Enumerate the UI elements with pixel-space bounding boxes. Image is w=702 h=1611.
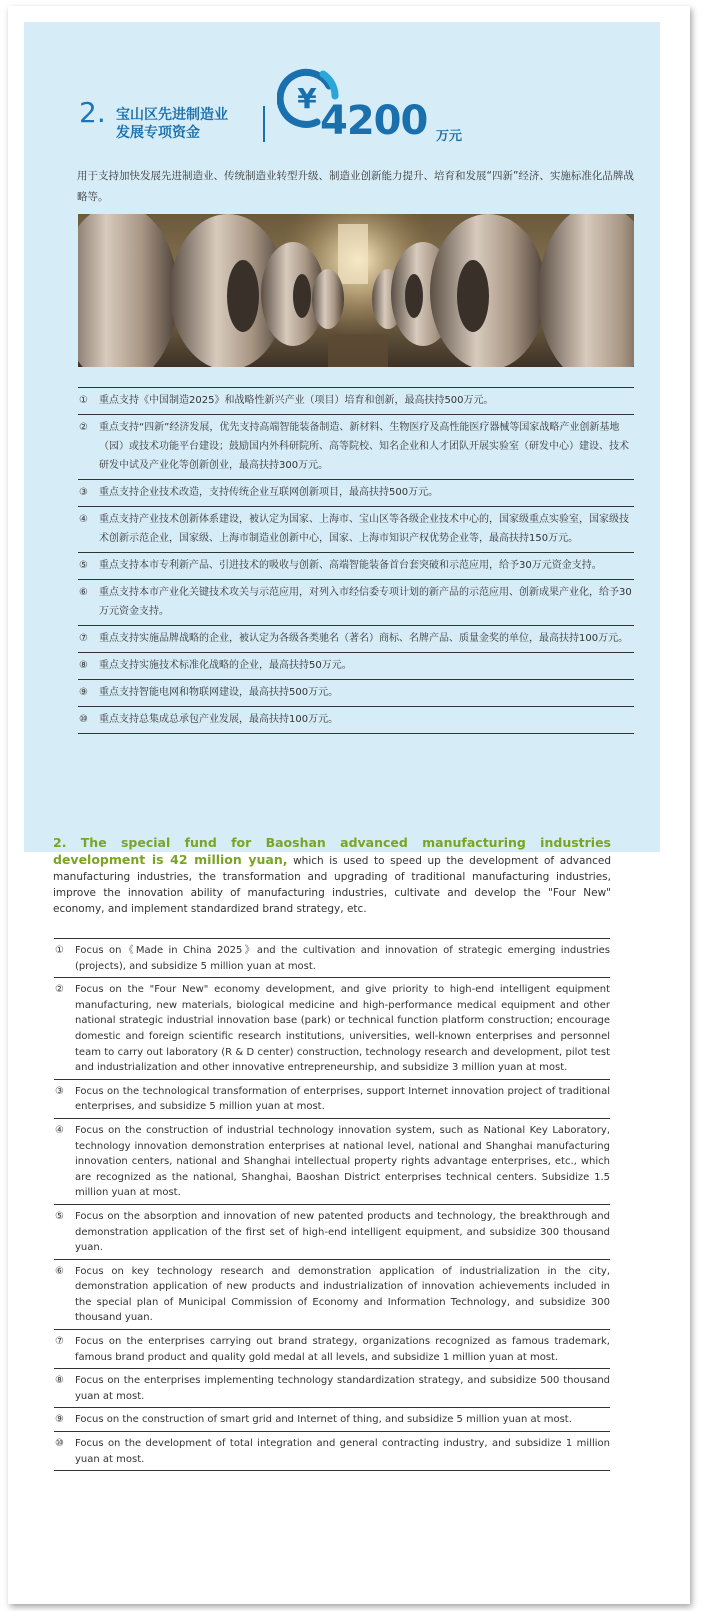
item-text: Focus on the absorption and innovation of new patented products and technology, the breakthrough and demonstration application of the first set of high-end intelligent equipment, and subsidize 300 thousand yuan. — [75, 1210, 610, 1254]
list-item — [78, 415, 634, 480]
list-item — [78, 580, 634, 626]
item-text: 重点支持《中国制造2025》和战略性新兴产业（项目）培育和创新，最高扶持500万元。 — [99, 395, 494, 406]
steel-coils-photo — [78, 214, 634, 367]
section-title — [116, 106, 276, 142]
english-item-list — [54, 938, 610, 1471]
item-number: ⑧ — [79, 660, 88, 671]
fund-amount: 4200 — [320, 98, 428, 144]
list-item — [78, 680, 634, 707]
item-number: ⑨ — [55, 1414, 64, 1426]
item-number: ② — [55, 984, 64, 996]
list-item — [54, 1369, 610, 1408]
list-item — [54, 1080, 610, 1119]
item-text: 重点支持本市专利新产品、引进技术的吸收与创新、高端智能装备首台套突破和示范应用，给予30万元资金支持。 — [99, 560, 602, 571]
english-heading-highlight: 2. The special fund for Baoshan advanced manufacturing industries development is 42 million yuan, — [53, 835, 611, 867]
item-number: ② — [79, 422, 88, 433]
item-number: ⑥ — [79, 587, 88, 598]
item-text: Focus on the "Four New" economy development, and give priority to high-end intelligent equipment manufacturing, new materials, biological medicine and high-performance medical equipment and other national strategic industrial innovation base (park) or technical function platform construction; encourage domestic and foreign scientific research institutions, universities, well-known enterprises and personnel team to carry out laboratory (R & D center) construction, technology research and development, pilot test and industrialization and other innovative entrepreneurship, and subsidize 3 million yuan at most. — [75, 984, 610, 1074]
list-item — [54, 1408, 610, 1432]
item-number: ③ — [55, 1085, 64, 1097]
list-item — [54, 1205, 610, 1260]
list-item — [78, 626, 634, 653]
item-text: Focus on key technology research and demonstration application of industrialization in the city, demonstration application of new products and industrialization of innovation achievements included in the special plan of Municipal Commission of Economy and Information Technology, and subsidize 300 thousand yuan. — [75, 1265, 610, 1324]
title-divider — [263, 106, 265, 142]
chinese-intro: 用于支持加快发展先进制造业、传统制造业转型升级、制造业创新能力提升、培育和发展“四新”经济、实施标准化品牌战略等。 — [77, 170, 634, 203]
section-number: 2. — [79, 96, 106, 129]
list-item — [54, 1432, 610, 1471]
item-number: ⑧ — [55, 1375, 64, 1387]
list-item — [78, 507, 634, 553]
svg-text:¥: ¥ — [297, 82, 317, 115]
english-heading — [53, 835, 611, 917]
item-text: 重点支持企业技术改造，支持传统企业互联网创新项目，最高扶持500万元。 — [99, 487, 439, 498]
list-item — [78, 653, 634, 680]
item-text: 重点支持总集成总承包产业发展，最高扶持100万元。 — [99, 714, 339, 725]
item-text: 重点支持实施技术标准化战略的企业，最高扶持50万元。 — [99, 660, 352, 671]
section-title-line2: 发展专项资金 — [116, 125, 200, 141]
item-number: ⑨ — [79, 687, 88, 698]
item-number: ④ — [79, 514, 88, 525]
item-text: Focus on《Made in China 2025》and the cultivation and innovation of strategic emerging industries (projects), and subsidize 5 million yuan at most. — [75, 945, 610, 972]
list-item — [54, 1260, 610, 1330]
list-item — [78, 707, 634, 734]
item-number: ⑦ — [79, 633, 88, 644]
item-text: 重点支持实施品牌战略的企业，被认定为各级各类驰名（著名）商标、名牌产品、质量金奖的单位，最高扶持100万元。 — [99, 633, 629, 644]
item-text: 重点支持“四新”经济发展，优先支持高端智能装备制造、新材料、生物医疗及高性能医疗器械等国家战略产业创新基地（园）或技术功能平台建设；鼓励国内外科研院所、高等院校、知名企业和人才团队开展实验室（研发中心）建设、技术研发中试及产业化等创新创业，最高扶持300万元。 — [99, 422, 629, 471]
chinese-section-panel — [24, 22, 660, 852]
item-number: ⑩ — [79, 714, 88, 725]
list-item — [54, 939, 610, 978]
item-text: Focus on the development of total integration and general contracting industry, and subsidize 1 million yuan at most. — [75, 1438, 610, 1465]
item-number: ⑦ — [55, 1336, 64, 1348]
fund-amount-unit: 万元 — [436, 129, 463, 144]
list-item — [78, 480, 634, 507]
item-text: Focus on the technological transformation of enterprises, support Internet innovation project of traditional enterprises, and subsidize 5 million yuan at most. — [75, 1085, 610, 1113]
item-text: 重点支持智能电网和物联网建设，最高扶持500万元。 — [99, 687, 339, 698]
item-text: 重点支持本市产业化关键技术攻关与示范应用，对列入市经信委专项计划的新产品的示范应用、创新成果产业化，给予30万元资金支持。 — [99, 587, 632, 617]
item-number: ⑤ — [79, 560, 88, 571]
item-number: ⑤ — [55, 1210, 64, 1222]
item-text: Focus on the construction of industrial technology innovation system, such as National Key Laboratory, technology innovation demonstration enterprises at national level, national and Shanghai manufacturing innovation centers, national and Shanghai intellectual property rights advantage enterprises, etc., which are recognized as the national, Shanghai, Baoshan District enterprises technical centers. Subsidize 1.5 million yuan at most. — [75, 1124, 610, 1199]
list-item — [54, 1330, 610, 1369]
item-number: ④ — [55, 1124, 64, 1136]
item-text: Focus on the enterprises implementing technology standardization strategy, and subsidize 500 thousand yuan at most. — [75, 1375, 610, 1402]
item-number: ③ — [79, 487, 88, 498]
section-title-line1: 宝山区先进制造业 — [116, 107, 228, 123]
item-text: 重点支持产业技术创新体系建设，被认定为国家、上海市、宝山区等各级企业技术中心的，国家级重点实验室，国家级技术创新示范企业，国家级、上海市制造业创新中心，国家、上海市知识产权优势企业等，最高扶持150万元。 — [99, 514, 629, 544]
item-text: Focus on the construction of smart grid and Internet of thing, and subsidize 5 million yuan at most. — [75, 1414, 572, 1426]
list-item — [54, 978, 610, 1080]
list-item — [78, 553, 634, 580]
list-item — [78, 388, 634, 415]
item-number: ① — [79, 395, 88, 406]
chinese-item-list — [78, 387, 634, 734]
item-number: ① — [55, 945, 64, 956]
item-number: ⑩ — [55, 1438, 64, 1450]
item-number: ⑥ — [55, 1265, 64, 1277]
english-heading-rest: which is used to speed up the development of advanced manufacturing industries, the transformation and upgrading of traditional manufacturing industries, improve the innovation ability of manufacturing industries, cultivate and develop the "Four New" economy, and implement standardized brand strategy, etc. — [53, 855, 611, 915]
list-item — [54, 1119, 610, 1205]
item-text: Focus on the enterprises carrying out brand strategy, organizations recognized as famous trademark, famous brand product and quality gold medal at all levels, and subsidize 1 million yuan at most. — [75, 1336, 610, 1363]
